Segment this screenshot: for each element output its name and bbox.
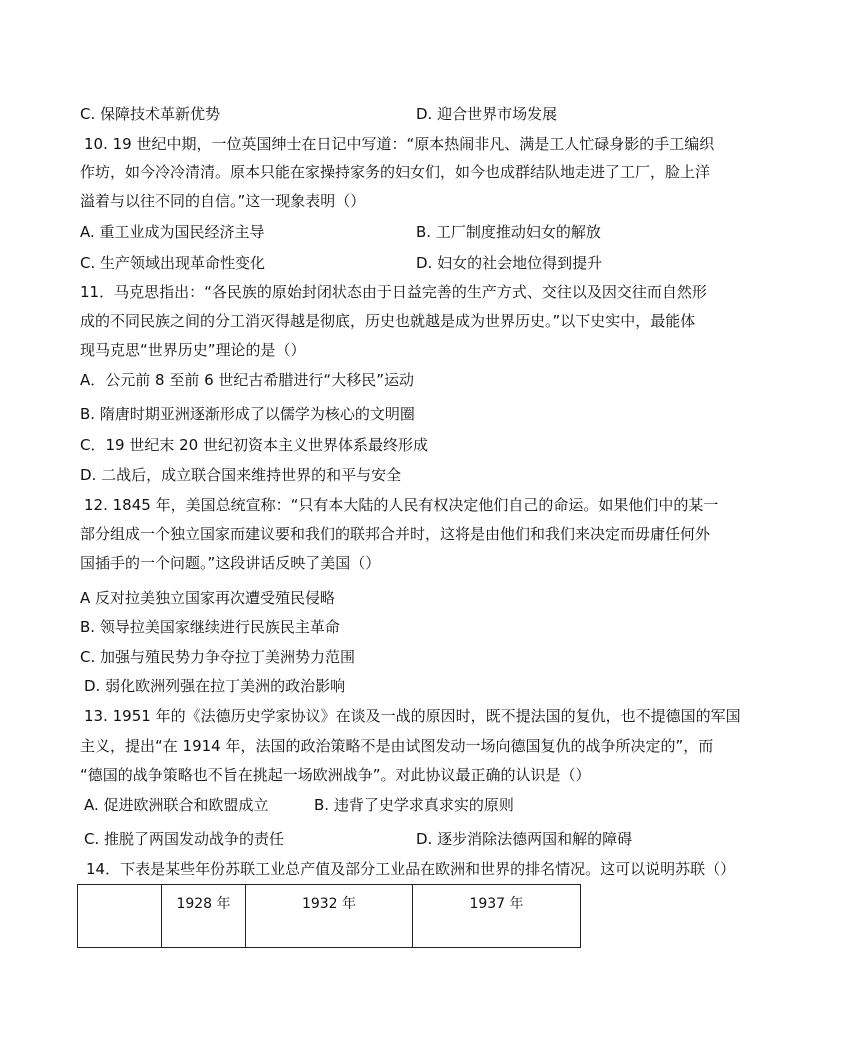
- q10-option-b: B. 工厂制度推动妇女的解放: [416, 223, 601, 241]
- table-header-cell-1932: 1932 年: [246, 885, 413, 948]
- q10-stem-line-2: 作坊，如今冷冷清清。原本只能在家操持家务的妇女们，如今也成群结队地走进了工厂，脸上洋: [80, 163, 711, 181]
- q13-option-c: C. 推脱了两国发动战争的责任: [84, 830, 285, 848]
- table-header-cell-1937: 1937 年: [413, 885, 581, 948]
- table-header-cell-empty: [78, 885, 162, 948]
- q12-option-d: D. 弱化欧洲列强在拉丁美洲的政治影响: [84, 677, 346, 695]
- q12-option-a: A 反对拉美独立国家再次遭受殖民侵略: [80, 589, 336, 607]
- q11-option-d: D. 二战后，成立联合国来维持世界的和平与安全: [80, 466, 402, 484]
- q13-option-d: D. 逐步消除法德两国和解的障碍: [416, 830, 633, 848]
- q13-option-a: A. 促进欧洲联合和欧盟成立: [84, 796, 269, 814]
- q10-option-d: D. 妇女的社会地位得到提升: [416, 254, 603, 272]
- table-header-cell-1928: 1928 年: [162, 885, 246, 948]
- q14-stem: 14．下表是某些年份苏联工业总产值及部分工业品在欧洲和世界的排名情况。这可以说明苏联（）: [86, 860, 736, 878]
- q13-stem-line-1: 13. 1951 年的《法德历史学家协议》在谈及一战的原因时，既不提法国的复仇，也不提德国的军国: [84, 707, 741, 725]
- q12-option-b: B. 领导拉美国家继续进行民族民主革命: [80, 618, 340, 636]
- q10-stem-line-3: 溢着与以往不同的自信。”这一现象表明（）: [80, 192, 366, 210]
- q11-option-c: C．19 世纪末 20 世纪初资本主义世界体系最终形成: [80, 436, 428, 454]
- q12-stem-line-3: 国插手的一个问题。”这段讲话反映了美国（）: [80, 554, 381, 572]
- q11-stem-line-1: 11．马克思指出：“各民族的原始封闭状态由于日益完善的生产方式、交往以及因交往而自然形: [80, 283, 707, 301]
- q13-stem-line-3: “德国的战争策略也不旨在挑起一场欧洲战争”。对此协议最正确的认识是（）: [80, 766, 591, 784]
- q11-stem-line-2: 成的不同民族之间的分工消灭得越是彻底，历史也就越是成为世界历史。”以下史实中，最能体: [80, 312, 696, 330]
- q14-data-table: [77, 884, 581, 948]
- q9-option-c: C. 保障技术革新优势: [80, 105, 221, 123]
- q12-stem-line-1: 12. 1845 年，美国总统宣称：“只有本大陆的人民有权决定他们自己的命运。如果他们中的某一: [84, 496, 719, 514]
- q11-option-a: A．公元前 8 至前 6 世纪古希腊进行“大移民”运动: [80, 371, 414, 389]
- q10-stem-line-1: 10. 19 世纪中期，一位英国绅士在日记中写道：“原本热闹非凡、满是工人忙碌身影的手工编织: [84, 135, 715, 153]
- q10-option-c: C. 生产领域出现革命性变化: [80, 254, 266, 272]
- q11-stem-line-3: 现马克思“世界历史”理论的是（）: [80, 341, 306, 359]
- q12-option-c: C. 加强与殖民势力争夺拉丁美洲势力范围: [80, 648, 356, 666]
- q13-stem-line-2: 主义，提出“在 1914 年，法国的政治策略不是由试图发动一场向德国复仇的战争所决定的”，而: [80, 737, 714, 755]
- q12-stem-line-2: 部分组成一个独立国家而建议要和我们的联邦合并时，这将是由他们和我们来决定而毋庸任何外: [80, 525, 711, 543]
- q10-option-a: A. 重工业成为国民经济主导: [80, 223, 265, 241]
- q11-option-b: B. 隋唐时期亚洲逐渐形成了以儒学为核心的文明圈: [80, 405, 415, 423]
- table-header-row: [78, 885, 581, 948]
- q13-option-b: B. 违背了史学求真求实的原则: [314, 796, 514, 814]
- q9-option-d: D. 迎合世界市场发展: [416, 105, 558, 123]
